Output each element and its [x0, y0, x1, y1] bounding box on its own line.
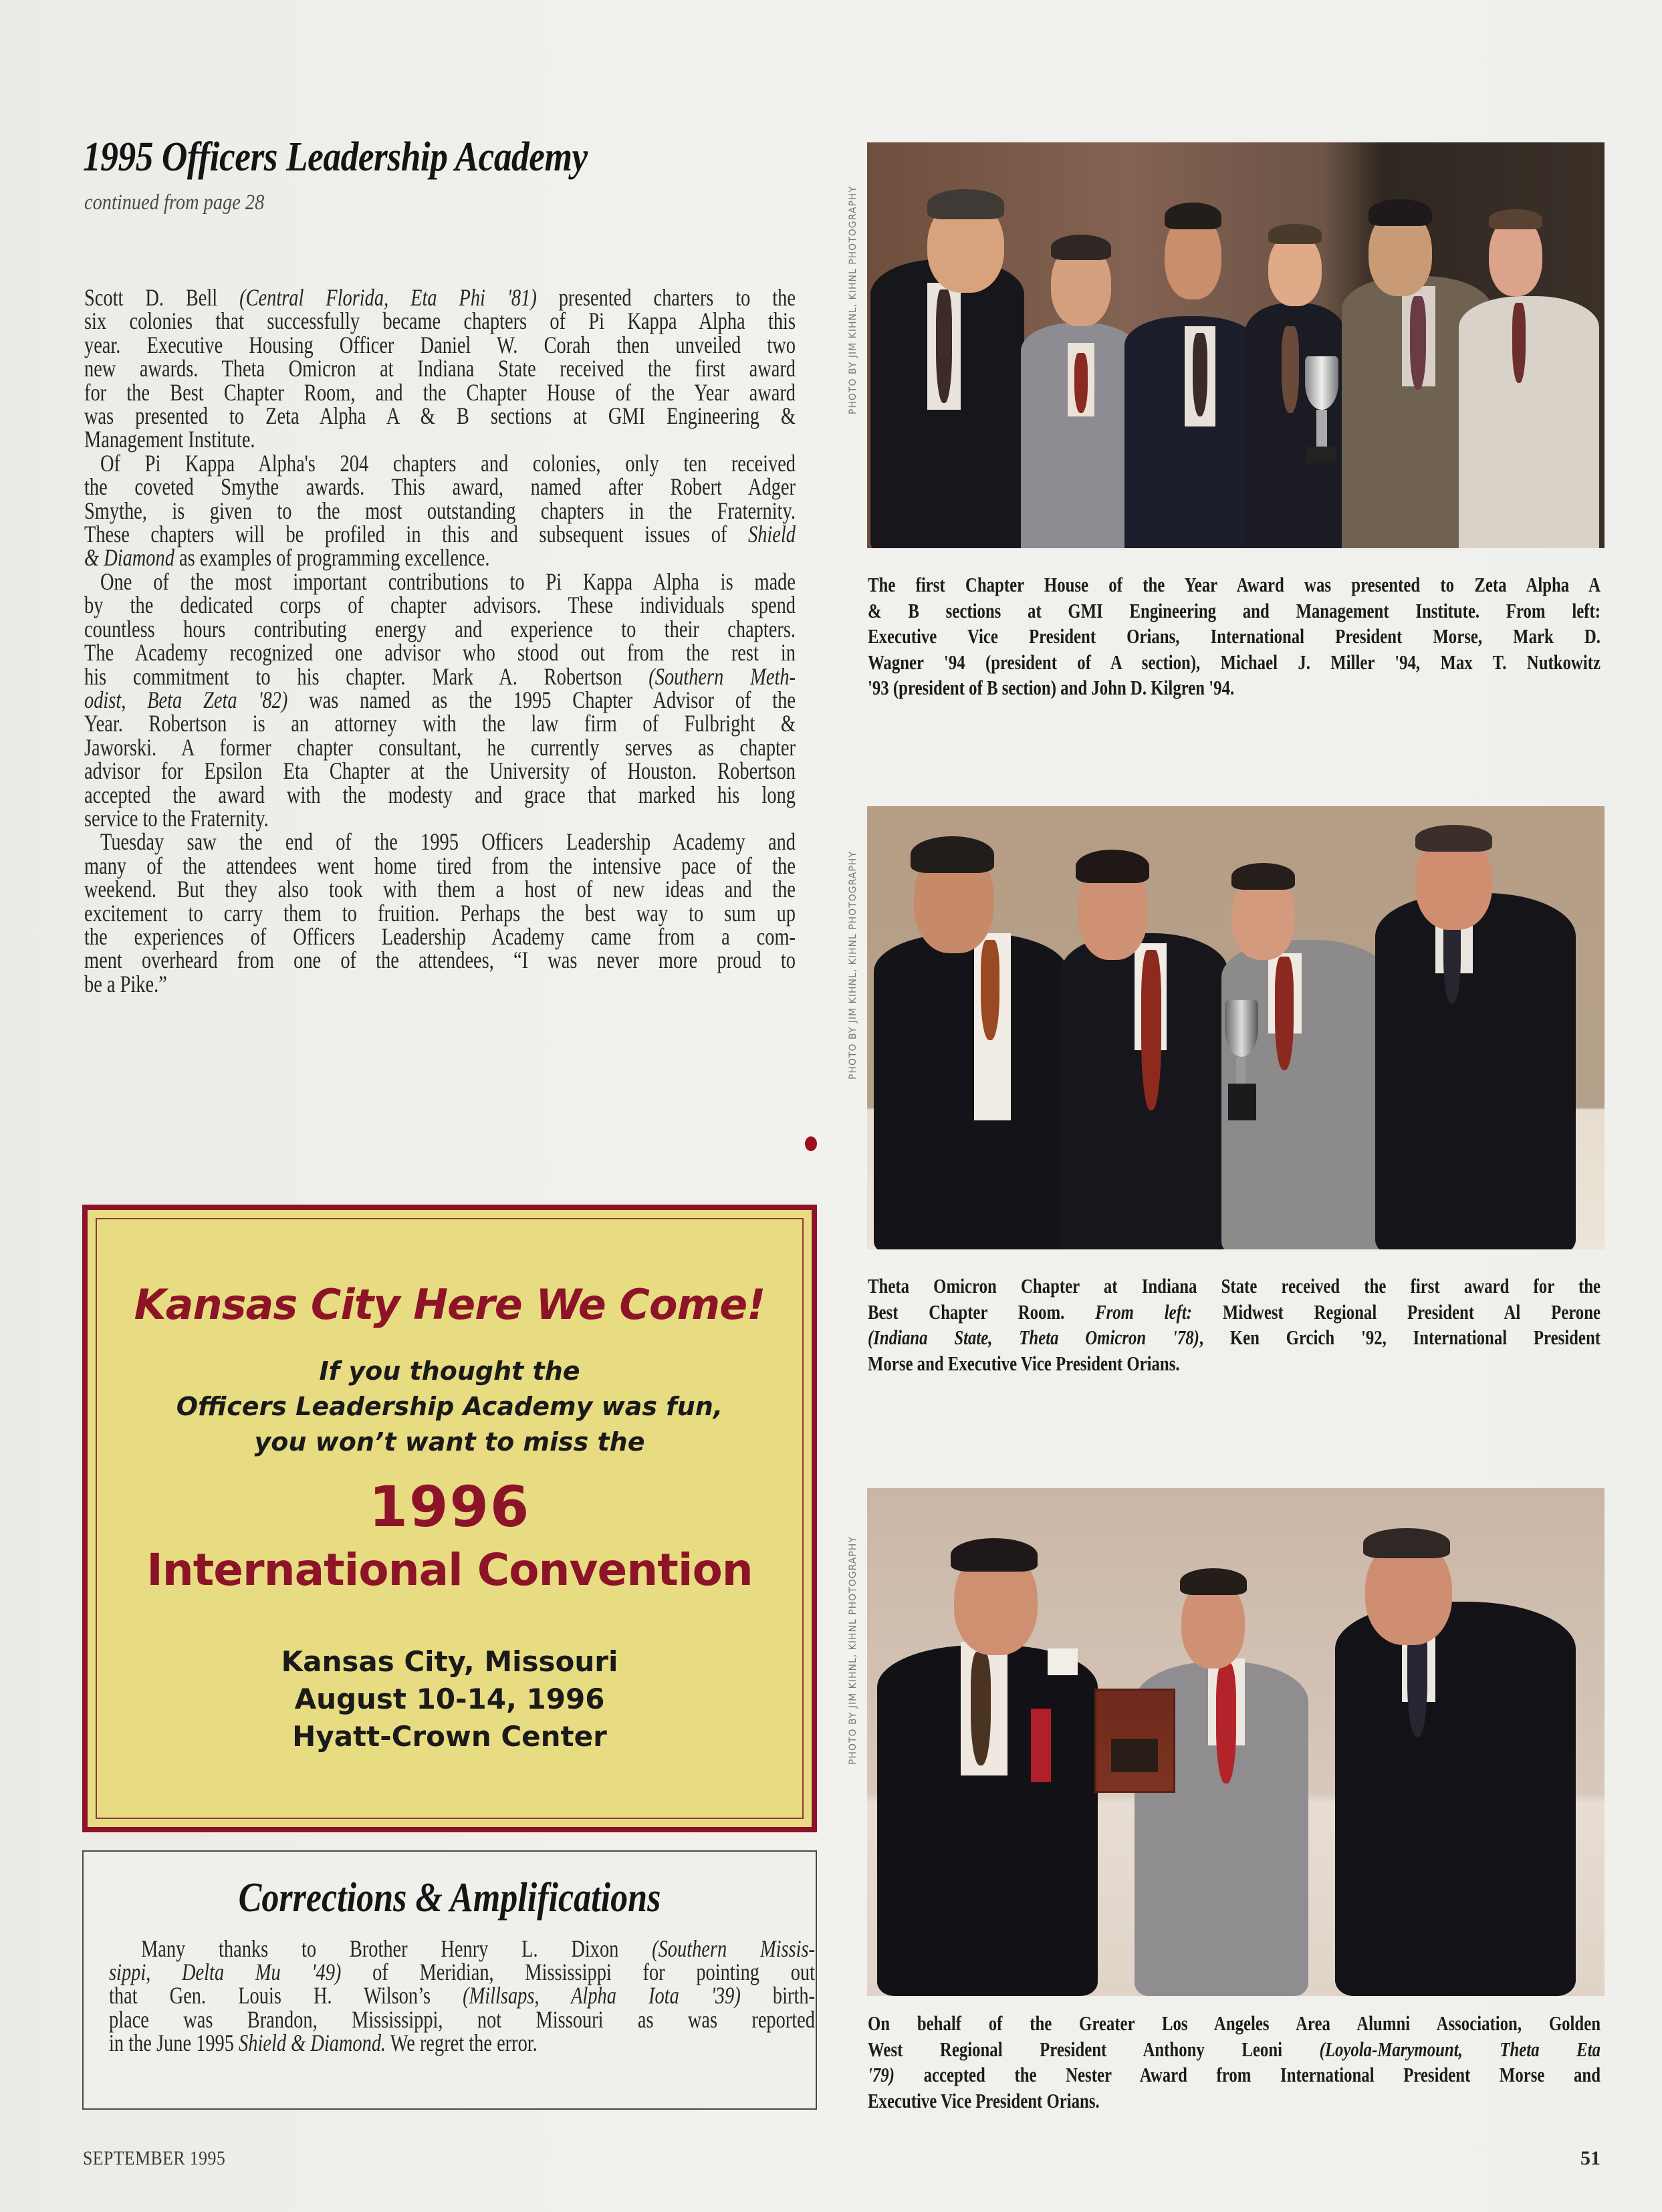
text-line: '93 (president of B section) and John D. Kilgren '94. [868, 676, 1235, 699]
text-line: accepted the award with the modesty and grace that marked his long [84, 781, 796, 808]
corrections-body [109, 1937, 815, 2055]
text-line: was presented to Zeta Alpha A & B sections at GMI Engineering & [84, 402, 796, 430]
text-line: by the dedicated corps of chapter advisors. These individuals spend [84, 592, 796, 619]
text-line: Year. Robertson is an attorney with the law firm of Fulbright & [84, 710, 796, 737]
corrections-title: Corrections & Amplifications [238, 1875, 661, 1921]
text-line: his commitment to his chapter. Mark A. Robertson (Southern Meth- [84, 662, 796, 690]
text-line: Wagner '94 (president of A section), Michael J. Miller '94, Max T. Nutkowitz [868, 650, 1600, 674]
text-line: place was Brandon, Mississippi, not Missouri as was reported [109, 2005, 815, 2033]
text-line: ment overheard from one of the attendees, “I was never more proud to [84, 947, 796, 974]
photo-caption [868, 572, 1600, 701]
text-line: Executive Vice President Orians. [868, 2088, 1100, 2112]
text-line: sippi, Delta Mu '49) of Meridian, Mississippi for pointing out [109, 1959, 815, 1986]
ad-event-name: International Convention [146, 1544, 753, 1596]
text-line: Of Pi Kappa Alpha's 204 chapters and colonies, only ten received [100, 449, 796, 477]
photo-nester-award [867, 1488, 1605, 1996]
text-line: in the June 1995 Shield & Diamond. We regret the error. [109, 2029, 538, 2056]
ad-year: 1996 [368, 1474, 531, 1540]
text-line: advisor for Epsilon Eta Chapter at the University of Houston. Robertson [84, 757, 796, 785]
text-line: (Indiana State, Theta Omicron '78), Ken Grcich '92, International President [868, 1326, 1600, 1349]
ad-headline: Kansas City Here We Come! [134, 1280, 765, 1329]
text-line: for the Best Chapter Room, and the Chapter House of the Year award [84, 378, 796, 406]
text-line: One of the most important contributions to Pi Kappa Alpha is made [100, 568, 796, 595]
photo-chapter-house-award [867, 142, 1605, 548]
text-line: excitement to carry them to fruition. Perhaps the best way to sum up [84, 899, 796, 927]
text-line: six colonies that successfully became chapters of Pi Kappa Alpha this [84, 308, 796, 335]
text-line: Executive Vice President Orians, International President Morse, Mark D. [868, 624, 1600, 648]
ad-lead-line: If you thought the [319, 1356, 580, 1386]
photo-caption [868, 2011, 1600, 2114]
footer-issue-date: SEPTEMBER 1995 [83, 2147, 226, 2169]
article-paragraph [84, 449, 796, 572]
text-line: weekend. But they also took with them a host of new ideas and the [84, 876, 796, 903]
text-line: Many thanks to Brother Henry L. Dixon (Southern Missis- [141, 1935, 815, 1962]
article-title: 1995 Officers Leadership Academy [83, 134, 588, 180]
photo-best-chapter-room-award [867, 806, 1605, 1249]
text-line: Morse and Executive Vice President Orians. [868, 1351, 1180, 1375]
text-line: Tuesday saw the end of the 1995 Officers Leadership Academy and [100, 828, 796, 856]
text-line: countless hours contributing energy and experience to their chapters. [84, 615, 796, 642]
ad-lead-line: you won’t want to miss the [254, 1427, 645, 1457]
text-line: West Regional President Anthony Leoni (Loyola-Marymount, Theta Eta [868, 2037, 1600, 2061]
article-paragraph [84, 830, 796, 996]
ad-details [88, 1643, 812, 1755]
text-line: Scott D. Bell (Central Florida, Eta Phi '81) presented charters to the [84, 284, 796, 311]
text-line: that Gen. Louis H. Wilson’s (Millsaps, Alpha Iota '39) birth- [109, 1982, 815, 2009]
text-line: Smythe, is given to the most outstanding chapters in the Fraternity. [84, 497, 796, 524]
end-of-article-bullet-icon [805, 1136, 817, 1151]
ad-location: Kansas City, Missouri [281, 1645, 618, 1678]
convention-ad-box [82, 1205, 817, 1832]
text-line: Theta Omicron Chapter at Indiana State received the first award for the [868, 1274, 1600, 1298]
text-line: Management Institute. [84, 426, 255, 453]
ad-dates: August 10-14, 1996 [294, 1683, 605, 1715]
photo-credit: PHOTO BY JIM KIHNL, KIHNL PHOTOGRAPHY [848, 851, 858, 1080]
text-line: Jaworski. A former chapter consultant, he currently serves as chapter [84, 733, 796, 761]
text-line: '79) accepted the Nester Award from International President Morse and [868, 2063, 1600, 2086]
text-line: The Academy recognized one advisor who stood out from the rest in [84, 639, 796, 666]
text-line: & B sections at GMI Engineering and Management Institute. From left: [868, 598, 1600, 622]
text-line: new awards. Theta Omicron at Indiana State received the first award [84, 355, 796, 382]
corrections-box [82, 1850, 817, 2110]
text-line: the experiences of Officers Leadership Academy came from a com- [84, 923, 796, 950]
ad-lead-text [88, 1354, 812, 1460]
text-line: service to the Fraternity. [84, 804, 269, 832]
ad-venue: Hyatt-Crown Center [292, 1720, 607, 1753]
footer-page-number: 51 [1580, 2147, 1600, 2169]
article-paragraph [84, 286, 796, 452]
text-line: On behalf of the Greater Los Angeles Area Alumni Association, Golden [868, 2011, 1600, 2035]
text-line: the coveted Smythe awards. This award, named after Robert Adger [84, 473, 796, 501]
text-line: be a Pike.” [84, 970, 167, 997]
text-line: The first Chapter House of the Year Award was presented to Zeta Alpha A [868, 573, 1600, 596]
text-line: & Diamond as examples of programming excellence. [84, 544, 490, 572]
photo-credit: PHOTO BY JIM KIHNL, KIHNL PHOTOGRAPHY [848, 186, 858, 414]
ad-lead-line: Officers Leadership Academy was fun, [176, 1392, 723, 1421]
text-line: year. Executive Housing Officer Daniel W. Corah then unveiled two [84, 331, 796, 358]
text-line: These chapters will be profiled in this and subsequent issues of Shield [84, 521, 796, 548]
text-line: odist, Beta Zeta '82) was named as the 1995 Chapter Advisor of the [84, 686, 796, 713]
article-subtitle: continued from page 28 [84, 191, 265, 215]
text-line: Best Chapter Room. From left: Midwest Regional President Al Perone [868, 1300, 1600, 1324]
photo-caption [868, 1273, 1600, 1376]
photo-credit: PHOTO BY JIM KIHNL, KIHNL PHOTOGRAPHY [848, 1536, 858, 1765]
article-body [84, 286, 796, 996]
article-paragraph [84, 570, 796, 830]
text-line: many of the attendees went home tired from the intensive pace of the [84, 852, 796, 879]
